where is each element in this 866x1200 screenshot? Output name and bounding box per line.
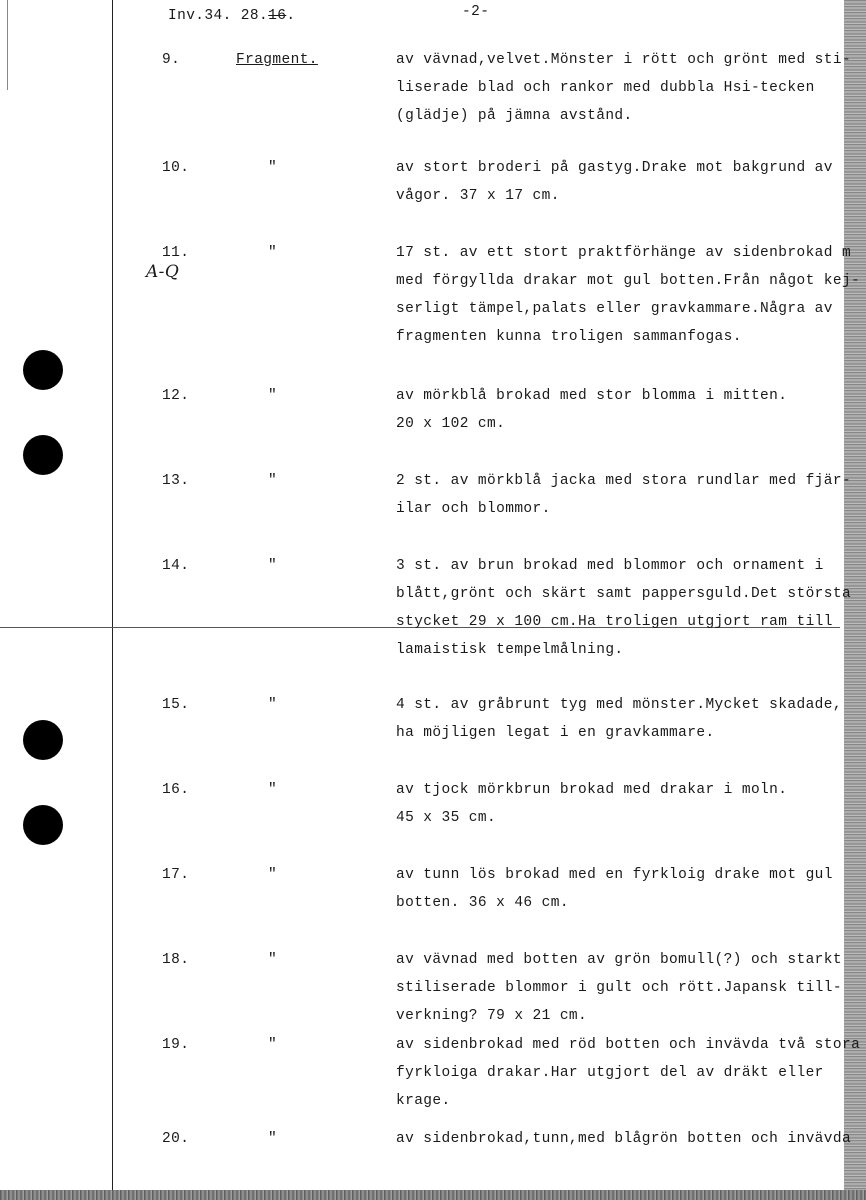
entry-description-line: 45 x 35 cm. — [396, 810, 497, 826]
handwritten-note: A-Q — [146, 262, 180, 282]
entry-description-line: av vävnad,velvet.Mönster i rött och grönt med sti- — [396, 52, 852, 68]
entry-number: 17. — [162, 867, 190, 883]
entry-description-line: ilar och blommor. — [396, 501, 551, 517]
entry-number: 16. — [162, 782, 190, 798]
entry-number: 10. — [162, 160, 190, 176]
inventory-number — [168, 8, 295, 24]
entry-type: Fragment. — [236, 52, 318, 68]
entry-number: 11. — [162, 245, 190, 261]
entry-number: 13. — [162, 473, 190, 489]
entry-number: 9. — [162, 52, 181, 68]
entry-description-line: blått,grönt och skärt samt pappersguld.Det största — [396, 586, 852, 602]
punch-hole — [23, 805, 63, 845]
entry-description-line: 2 st. av mörkblå jacka med stora rundlar med fjär- — [396, 473, 852, 489]
ditto-mark: " — [268, 697, 278, 713]
entry-description-line: serligt tämpel,palats eller gravkammare.Några av — [396, 301, 833, 317]
entry-description-line: av vävnad med botten av grön bomull(?) och starkt — [396, 952, 842, 968]
entry-description-line: 17 st. av ett stort praktförhänge av sidenbrokad m — [396, 245, 852, 261]
ditto-mark: " — [268, 388, 278, 404]
entry-number: 14. — [162, 558, 190, 574]
entry-description-line: stiliserade blommor i gult och rött.Japansk till- — [396, 980, 842, 996]
ditto-mark: " — [268, 1037, 278, 1053]
ditto-mark: " — [268, 160, 278, 176]
ditto-mark: " — [268, 952, 278, 968]
entry-description-line: 4 st. av gråbrunt tyg med mönster.Mycket skadade, — [396, 697, 842, 713]
ditto-mark: " — [268, 558, 278, 574]
ditto-mark: " — [268, 245, 278, 261]
ditto-mark: " — [268, 473, 278, 489]
inventory-struck-number: 16 — [268, 8, 287, 24]
entry-number: 12. — [162, 388, 190, 404]
punch-hole — [23, 435, 63, 475]
entry-description-line: botten. 36 x 46 cm. — [396, 895, 569, 911]
entry-description-line: fragmenten kunna troligen sammanfogas. — [396, 329, 742, 345]
entry-description-line: 3 st. av brun brokad med blommor och ornament i — [396, 558, 824, 574]
entry-description-line: av sidenbrokad,tunn,med blågrön botten och invävda — [396, 1131, 852, 1147]
entry-description-line: vågor. 37 x 17 cm. — [396, 188, 560, 204]
punch-hole — [23, 720, 63, 760]
entry-number: 19. — [162, 1037, 190, 1053]
entry-description-line: 20 x 102 cm. — [396, 416, 506, 432]
left-margin-rule — [112, 0, 113, 1190]
inventory-dot: . — [286, 8, 296, 24]
entry-description-line: av tunn lös brokad med en fyrkloig drake mot gul — [396, 867, 833, 883]
ditto-mark: " — [268, 867, 278, 883]
ditto-mark: " — [268, 1131, 278, 1147]
entry-description-line: av stort broderi på gastyg.Drake mot bakgrund av — [396, 160, 833, 176]
entry-description-line: liserade blad och rankor med dubbla Hsi-tecken — [396, 80, 815, 96]
entry-description-line: ha möjligen legat i en gravkammare. — [396, 725, 715, 741]
entry-description-line: med förgyllda drakar mot gul botten.Från något kej- — [396, 273, 861, 289]
entry-number: 18. — [162, 952, 190, 968]
entry-description-line: fyrkloiga drakar.Har utgjort del av dräkt eller — [396, 1065, 824, 1081]
entry-number: 15. — [162, 697, 190, 713]
entry-description-line: krage. — [396, 1093, 451, 1109]
entry-description-line: av tjock mörkbrun brokad med drakar i moln. — [396, 782, 788, 798]
entry-description-line: lamaistisk tempelmålning. — [396, 642, 624, 658]
entry-description-line: av sidenbrokad med röd botten och invävda två stora — [396, 1037, 861, 1053]
entry-description-line: av mörkblå brokad med stor blomma i mitten. — [396, 388, 788, 404]
inventory-prefix: Inv.34. 28. — [168, 8, 269, 24]
page-number: -2- — [462, 4, 490, 20]
entry-description-line: (glädje) på jämna avstånd. — [396, 108, 633, 124]
edge-mark — [7, 0, 8, 90]
scan-bottom-edge — [0, 1190, 866, 1200]
entry-number: 20. — [162, 1131, 190, 1147]
entry-description-line: stycket 29 x 100 cm.Ha troligen utgjort ram till — [396, 614, 833, 630]
punch-hole — [23, 350, 63, 390]
ditto-mark: " — [268, 782, 278, 798]
entry-description-line: verkning? 79 x 21 cm. — [396, 1008, 588, 1024]
